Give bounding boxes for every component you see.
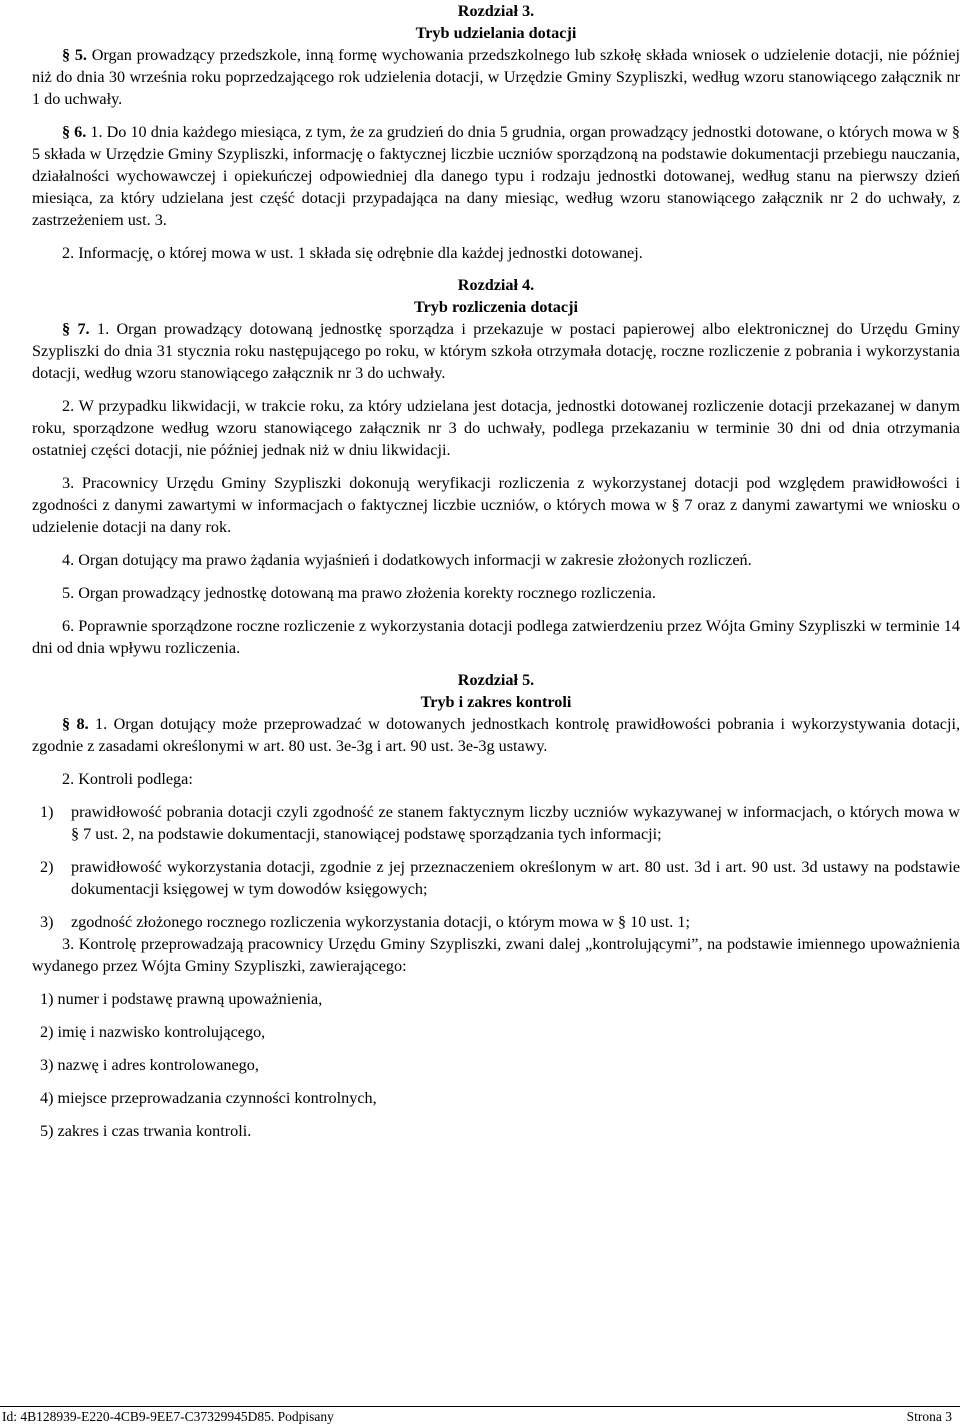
paragraph-8-2: 2. Kontroli podlega:: [62, 770, 193, 788]
chapter-5-subtitle: Tryb i zakres kontroli: [420, 693, 572, 711]
list-item: [32, 856, 960, 900]
list-item: 2) imię i nazwisko kontrolującego,: [40, 1023, 266, 1041]
paragraph-text: 1. Do 10 dnia każdego miesiąca, z tym, że za grudzień do dnia 5 grudnia, organ prowadzący jednostki dotowane, o których mowa w § 5 składa w Urzędzie Gminy Szypliszki, informację o faktycznej liczbie uczniów sporządzoną na podstawie dokumentacji przebiegu nauczania, działalności wychowawczej i opiekuńczej odpowiedniej dla danego typu i rodzaju jednostki dotowanej, według stanu na pierwszy dzień miesiąca, za który udzielana jest część dotacji przypadająca na dany miesiąc, według wzoru stanowiącego załącznik nr 2 do uchwały, z zastrzeżeniem ust. 3.: [32, 123, 960, 229]
page-footer: [0, 1406, 960, 1428]
list-item-number: 1): [40, 803, 54, 821]
list-item: 3) nazwę i adres kontrolowanego,: [40, 1056, 259, 1074]
paragraph-7-5: 5. Organ prowadzący jednostkę dotowaną ma prawo złożenia korekty rocznego rozliczenia.: [62, 584, 656, 602]
paragraph-7-4: 4. Organ dotujący ma prawo żądania wyjaśnień i dodatkowych informacji w zakresie złożonych rozliczeń.: [62, 551, 752, 569]
paragraph-7-2: 2. W przypadku likwidacji, w trakcie roku, za który udzielana jest dotacja, jednostki dotowanej rozliczenie dotacji przekazanej w danym roku, sporządzone według wzoru stanowiącego załącznik nr 3 do uchwały, podlega przekazaniu w terminie 30 dni od dnia otrzymania ostatniej części dotacji, nie później jednak niż w dniu likwidacji.: [32, 397, 960, 459]
section-number: § 5.: [62, 46, 87, 64]
section-number: § 6.: [62, 123, 87, 141]
list-item-text: prawidłowość wykorzystania dotacji, zgodnie z jej przeznaczeniem określonym w art. 80 ust. 3d i art. 90 ust. 3d ustawy na podstawie dokumentacji księgowej w tym dowodów księgowych;: [71, 858, 960, 898]
paragraph-text: 1. Organ prowadzący dotowaną jednostkę sporządza i przekazuje w postaci papierowej albo elektronicznej do Urzędu Gminy Szypliszki do dnia 31 stycznia roku następującego po roku, w którym szkoła otrzymała dotację, roczne rozliczenie z pobrania i wykorzystania dotacji, według wzoru stanowiącego załącznik nr 3 do uchwały.: [32, 320, 960, 382]
chapter-4-subtitle: Tryb rozliczenia dotacji: [414, 298, 578, 316]
paragraph-text: Organ prowadzący przedszkole, inną formę wychowania przedszkolnego lub szkołę składa wniosek o udzielenie dotacji, nie później niż do dnia 30 września roku poprzedzającego rok udzielenia dotacji, w Urzędzie Gminy Szypliszki, według wzoru stanowiącego załącznik nr 1 do uchwały.: [32, 46, 960, 108]
list-item-text: prawidłowość pobrania dotacji czyli zgodność ze stanem faktycznym liczby uczniów wykazywanej w informacjach, o których mowa w § 7 ust. 2, na podstawie dokumentacji, stanowiącej podstawę sporządzania tych informacji;: [71, 803, 960, 843]
document-page: [32, 0, 960, 1142]
chapter-5-title: Rozdział 5.: [457, 671, 535, 689]
paragraph-8-1: [32, 713, 960, 757]
chapter-4-title: Rozdział 4.: [457, 276, 535, 294]
list-item: [32, 911, 960, 933]
paragraph-5: [32, 44, 960, 110]
list-item: 1) numer i podstawę prawną upoważnienia,: [40, 990, 323, 1008]
paragraph-text: 1. Organ dotujący może przeprowadzać w dotowanych jednostkach kontrolę prawidłowości pobrania i wykorzystywania dotacji, zgodnie z zasadami określonymi w art. 80 ust. 3e-3g i art. 90 ust. 3e-3g ustawy.: [32, 715, 960, 755]
paragraph-7-6: 6. Poprawnie sporządzone roczne rozliczenie z wykorzystania dotacji podlega zatwierdzeniu przez Wójta Gminy Szypliszki w terminie 14 dni od dnia wpływu rozliczenia.: [32, 617, 960, 657]
paragraph-6-2: 2. Informację, o której mowa w ust. 1 składa się odrębnie dla każdej jednostki dotowanej.: [62, 244, 643, 262]
list-item: 5) zakres i czas trwania kontroli.: [40, 1122, 252, 1140]
chapter-3-title: Rozdział 3.: [457, 2, 535, 20]
list-item-number: 2): [40, 858, 54, 876]
paragraph-7-3: 3. Pracownicy Urzędu Gminy Szypliszki dokonują weryfikacji rozliczenia z wykorzystanej dotacji pod względem prawidłowości i zgodności z danymi zawartymi w informacjach o faktycznej liczbie uczniów, o których mowa w § 7 oraz z danymi zawartymi we wniosku o udzielenie dotacji na dany rok.: [32, 474, 960, 536]
chapter-3-subtitle: Tryb udzielania dotacji: [415, 24, 577, 42]
section-number: § 7.: [62, 320, 90, 338]
list-item-text: zgodność złożonego rocznego rozliczenia wykorzystania dotacji, o którym mowa w § 10 ust. 1;: [71, 913, 690, 931]
list-item: [32, 801, 960, 845]
page-number: Strona 3: [906, 1409, 952, 1424]
section-number: § 8.: [62, 715, 89, 733]
document-id: Id: 4B128939-E220-4CB9-9EE7-C37329945D85. Podpisany: [2, 1409, 334, 1424]
list-item-number: 3): [40, 913, 54, 931]
paragraph-8-3: 3. Kontrolę przeprowadzają pracownicy Urzędu Gminy Szypliszki, zwani dalej „kontrolującymi”, na podstawie imiennego upoważnienia wydanego przez Wójta Gminy Szypliszki, zawierającego:: [32, 935, 960, 975]
paragraph-6-1: [32, 121, 960, 231]
paragraph-7-1: [32, 318, 960, 384]
list-item: 4) miejsce przeprowadzania czynności kontrolnych,: [40, 1089, 377, 1107]
